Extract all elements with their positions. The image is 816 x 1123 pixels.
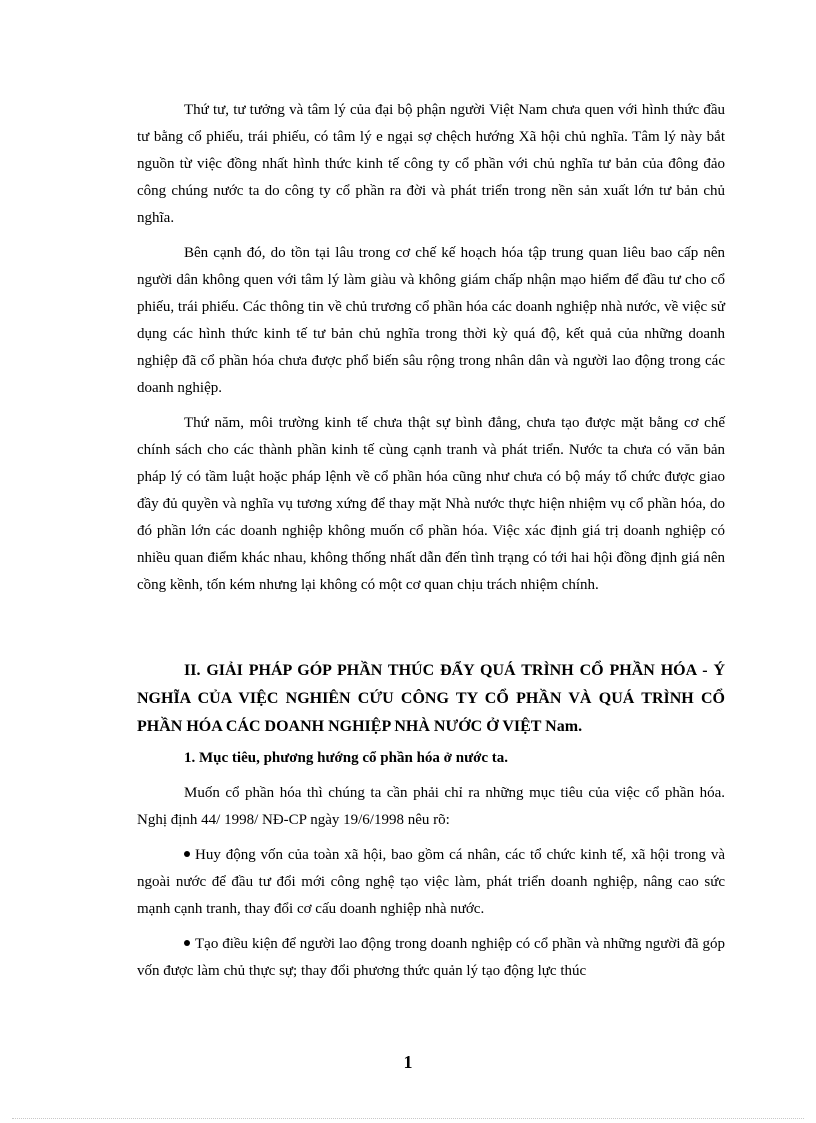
section-heading: II. GIẢI PHÁP GÓP PHẦN THÚC ĐẨY QUÁ TRÌNH CỔ PHẦN HÓA - Ý NGHĨA CỦA VIỆC NGHIÊN CỨU CÔNG TY CỔ PHẦN VÀ QUÁ TRÌNH CỔ PHẦN HÓA CÁC DOANH NGHIỆP NHÀ NƯỚC Ở VIỆT Nam. bbox=[137, 662, 725, 735]
intro-paragraph: Muốn cổ phần hóa thì chúng ta cần phải chỉ ra những mục tiêu của việc cổ phần hóa. Nghị định 44/ 1998/ NĐ-CP ngày 19/6/1998 nêu rõ: bbox=[137, 785, 725, 828]
subheading-muc-tieu: 1. Mục tiêu, phương hướng cổ phần hóa ở nước ta. bbox=[184, 750, 509, 766]
page-bottom-divider bbox=[12, 1118, 804, 1119]
bullet-item bbox=[137, 842, 725, 923]
bullet-text: Tạo điều kiện để người lao động trong doanh nghiệp có cổ phần và những người đã góp vốn được làm chủ thực sự; thay đổi phương thức quản lý tạo động lực thúc bbox=[137, 936, 725, 979]
paragraph-thu-tu: Thứ tư, tư tưởng và tâm lý của đại bộ phận người Việt Nam chưa quen với hình thức đầu tư bằng cổ phiếu, trái phiếu, có tâm lý e ngại sợ chệch hướng Xã hội chủ nghĩa. Tâm lý này bắt nguồn từ việc đồng nhất hình thức kinh tế công ty cổ phần với chủ nghĩa tư bản của đông đảo công chúng nước ta do công ty cổ phần ra đời và phát triển trong nền sản xuất lớn tư bản chủ nghĩa. bbox=[137, 102, 725, 226]
section-spacer bbox=[137, 599, 725, 657]
bullet-dot-icon bbox=[184, 851, 190, 857]
bullet-item bbox=[137, 931, 725, 985]
page-content bbox=[137, 97, 725, 985]
paragraph-thu-nam: Thứ năm, môi trường kinh tế chưa thật sự bình đẳng, chưa tạo được mặt bằng cơ chế chính sách cho các thành phần kinh tế cùng cạnh tranh và phát triển. Nước ta chưa có văn bản pháp lý có tầm luật hoặc pháp lệnh về cổ phần hóa cũng như chưa có bộ máy tổ chức được giao đầy đủ quyền và nghĩa vụ tương xứng để thay mặt Nhà nước thực hiện nhiệm vụ cổ phần hóa, do đó phần lớn các doanh nghiệp không muốn cổ phần hóa. Việc xác định giá trị doanh nghiệp có nhiều quan điểm khác nhau, không thống nhất dẫn đến tình trạng có tới hai hội đồng định giá nên cồng kềnh, tốn kém nhưng lại không có một cơ quan chịu trách nhiệm chính. bbox=[137, 415, 725, 593]
bullet-text: Huy động vốn của toàn xã hội, bao gồm cá nhân, các tổ chức kinh tế, xã hội trong và ngoài nước để đầu tư đổi mới công nghệ tạo việc làm, phát triển doanh nghiệp, nâng cao sức mạnh cạnh tranh, thay đổi cơ cấu doanh nghiệp nhà nước. bbox=[137, 847, 725, 917]
page-number: 1 bbox=[403, 1052, 413, 1072]
bullet-dot-icon bbox=[184, 940, 190, 946]
paragraph-ben-canh-do: Bên cạnh đó, do tồn tại lâu trong cơ chế kế hoạch hóa tập trung quan liêu bao cấp nên người dân không quen với tâm lý làm giàu và không giám chấp nhận mạo hiểm để đầu tư cho cổ phiếu, trái phiếu. Các thông tin về chủ trương cổ phần hóa các doanh nghiệp nhà nước, về việc sử dụng các hình thức kinh tế tư bản chủ nghĩa trong thời kỳ quá độ, kết quả của những doanh nghiệp đã cổ phần hóa chưa được phổ biến sâu rộng trong nhân dân và người lao động trong các doanh nghiệp. bbox=[137, 245, 725, 396]
